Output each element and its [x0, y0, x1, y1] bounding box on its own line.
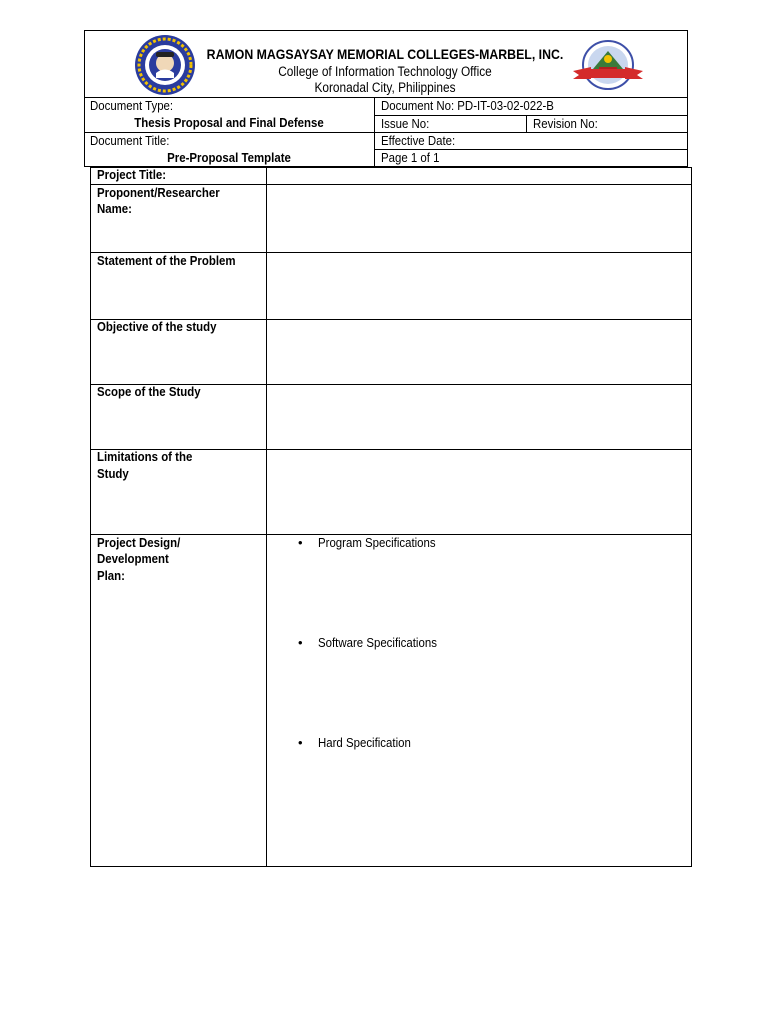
- proponent-label-line1: Proponent/Researcher: [97, 185, 220, 200]
- document-type-value: Thesis Proposal and Final Defense: [134, 115, 324, 130]
- statement-of-problem-label: Statement of the Problem: [97, 253, 236, 268]
- statement-of-problem-field[interactable]: [267, 253, 691, 319]
- design-label-line1: Project Design/: [97, 535, 181, 550]
- department-seal-icon: [571, 39, 645, 95]
- bullet-icon: •: [298, 735, 303, 750]
- college-seal-icon: [132, 34, 198, 96]
- design-label-line2: Development: [97, 551, 169, 566]
- office-name: College of Information Technology Office: [278, 64, 492, 79]
- institution-name: RAMON MAGSAYSAY MEMORIAL COLLEGES-MARBEL, INC.: [206, 46, 564, 62]
- project-title-label: Project Title:: [97, 167, 167, 182]
- objective-label: Objective of the study: [97, 319, 217, 334]
- issue-revision-divider: [526, 115, 527, 132]
- design-label-line3: Plan:: [97, 568, 125, 583]
- software-specifications-item: Software Specifications: [318, 635, 437, 650]
- scope-label: Scope of the Study: [97, 384, 201, 399]
- hard-specification-item: Hard Specification: [318, 735, 411, 750]
- issue-number: Issue No:: [381, 116, 430, 131]
- limitations-label-line2: Study: [97, 466, 129, 481]
- document-title-label: Document Title:: [90, 133, 170, 148]
- document-type-label: Document Type:: [90, 98, 174, 113]
- limitations-field[interactable]: [267, 450, 691, 534]
- objective-field[interactable]: [267, 320, 691, 384]
- document-number: Document No: PD-IT-03-02-022-B: [381, 98, 554, 113]
- scope-field[interactable]: [267, 385, 691, 449]
- institution-location: Koronadal City, Philippines: [314, 80, 456, 95]
- bullet-icon: •: [298, 535, 303, 550]
- effective-date: Effective Date:: [381, 133, 456, 148]
- program-specifications-item: Program Specifications: [318, 535, 436, 550]
- limitations-label-line1: Limitations of the: [97, 449, 193, 464]
- proponent-label-line2: Name:: [97, 201, 132, 216]
- proponent-name-field[interactable]: [267, 185, 691, 252]
- page-number: Page 1 of 1: [381, 150, 440, 165]
- bullet-icon: •: [298, 635, 303, 650]
- project-title-field[interactable]: [267, 168, 691, 184]
- document-title-value: Pre-Proposal Template: [167, 150, 291, 165]
- revision-number: Revision No:: [533, 116, 598, 131]
